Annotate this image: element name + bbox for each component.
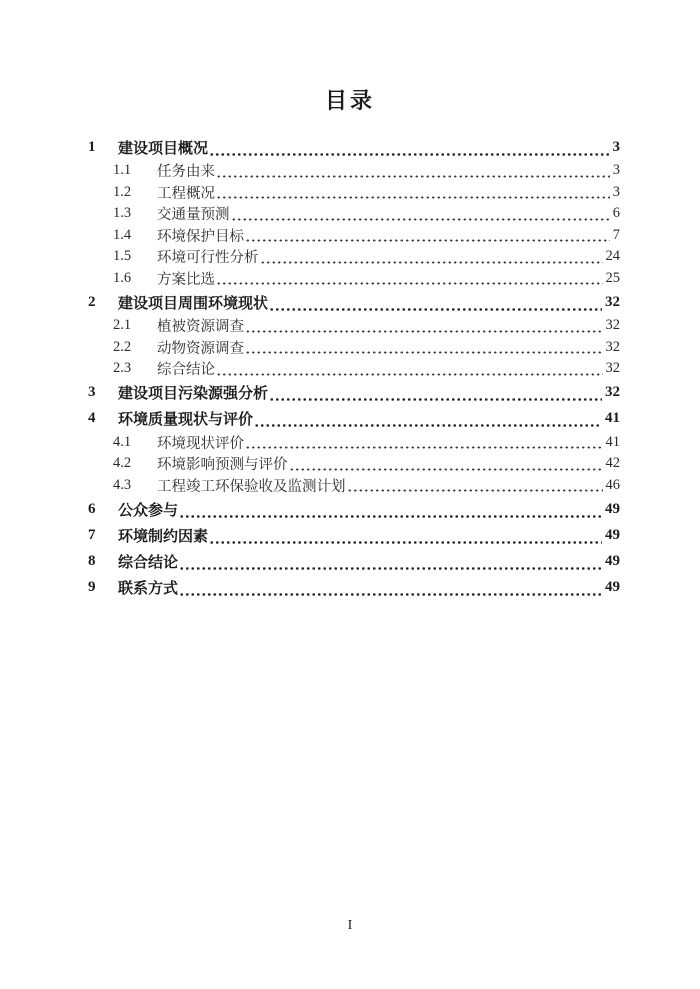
toc-dot-leader: [245, 432, 603, 454]
toc-dot-leader: [289, 453, 603, 475]
toc-entry-page: 41: [605, 410, 620, 426]
toc-entry[interactable]: [88, 522, 620, 548]
toc-entry-page: 42: [605, 455, 620, 472]
toc-entry-title: 联系方式: [118, 580, 179, 597]
toc-list: [88, 134, 620, 600]
toc-dot-leader: [260, 246, 603, 268]
toc-dot-leader: [179, 548, 602, 574]
toc-entry-title: 环境影响预测与评价: [157, 457, 288, 474]
toc-entry-page: 25: [605, 269, 620, 286]
toc-dot-leader: [245, 315, 603, 337]
toc-entry-number: 1.4: [113, 226, 132, 243]
toc-entry-page: 32: [605, 384, 620, 400]
toc-entry-title: 综合结论: [118, 554, 179, 571]
toc-entry-title: 交通量预测: [157, 207, 230, 224]
toc-entry-number: 4.3: [113, 476, 132, 493]
toc-entry-number: 3: [88, 384, 96, 400]
toc-entry-title: 环境保护目标: [157, 228, 244, 245]
toc-entry[interactable]: [88, 134, 620, 160]
toc-entry-page: 46: [605, 476, 620, 493]
toc-dot-leader: [216, 358, 603, 380]
toc-entry-title: 任务由来: [157, 164, 215, 181]
toc-dot-leader: [231, 203, 610, 225]
toc-dot-leader: [245, 337, 603, 359]
toc-entry-title: 环境可行性分析: [157, 250, 259, 267]
toc-entry-number: 2: [88, 293, 96, 310]
toc-entry-page: 49: [605, 526, 620, 543]
toc-entry-page: 3: [612, 162, 620, 179]
toc-dot-leader: [347, 475, 603, 497]
toc-entry[interactable]: [88, 574, 620, 600]
toc-entry-number: 1.5: [113, 248, 132, 265]
toc-entry-title: 环境制约因素: [118, 528, 209, 545]
toc-entry-title: 建设项目概况: [118, 140, 209, 157]
toc-entry[interactable]: [88, 548, 620, 574]
page-number-footer: I: [347, 918, 353, 933]
toc-entry-number: 9: [88, 578, 96, 595]
toc-entry-title: 建设项目污染源强分析: [118, 386, 269, 402]
toc-entry-number: 4.2: [113, 455, 132, 472]
toc-entry[interactable]: [88, 358, 620, 380]
toc-entry-number: 7: [88, 526, 96, 543]
toc-entry-number: 2.3: [113, 360, 132, 377]
toc-dot-leader: [254, 406, 602, 432]
toc-entry-page: 32: [605, 360, 620, 377]
toc-entry-number: 6: [88, 500, 96, 517]
toc-entry-title: 建设项目周围环境现状: [118, 295, 269, 312]
toc-entry-page: 7: [612, 226, 620, 243]
toc-entry-page: 32: [605, 317, 620, 334]
toc-entry-number: 1.3: [113, 205, 132, 222]
toc-entry-page: 3: [612, 183, 620, 200]
toc-dot-leader: [209, 522, 602, 548]
toc-entry-number: 2.2: [113, 338, 132, 355]
toc-entry[interactable]: [88, 496, 620, 522]
toc-entry[interactable]: [88, 406, 620, 432]
toc-entry-number: 2.1: [113, 317, 132, 334]
toc-entry-title: 工程概况: [157, 185, 215, 202]
toc-entry-title: 动物资源调查: [157, 340, 244, 357]
toc-dot-leader: [179, 496, 602, 522]
toc-entry-title: 工程竣工环保验收及监测计划: [157, 478, 346, 495]
toc-entry-number: 8: [88, 552, 96, 569]
toc-entry-number: 1.2: [113, 183, 132, 200]
toc-entry-title: 环境质量现状与评价: [118, 412, 254, 428]
toc-entry-number: 4.1: [113, 433, 132, 450]
toc-entry[interactable]: [88, 453, 620, 475]
toc-entry-page: 3: [612, 138, 620, 155]
toc-entry[interactable]: [88, 246, 620, 268]
toc-entry-title: 综合结论: [157, 362, 215, 379]
toc-entry-page: 32: [605, 293, 620, 310]
toc-entry-number: 1: [88, 138, 96, 155]
toc-entry-title: 公众参与: [118, 502, 179, 519]
toc-entry-title: 植被资源调查: [157, 319, 244, 336]
toc-entry[interactable]: [88, 289, 620, 315]
toc-entry[interactable]: [88, 380, 620, 406]
toc-entry-page: 49: [605, 578, 620, 595]
toc-dot-leader: [179, 574, 602, 600]
toc-entry-page: 24: [605, 248, 620, 265]
toc-entry[interactable]: [88, 160, 620, 182]
toc-entry[interactable]: [88, 203, 620, 225]
toc-entry-page: 49: [605, 552, 620, 569]
toc-dot-leader: [245, 225, 610, 247]
toc-entry[interactable]: [88, 432, 620, 454]
toc-dot-leader: [216, 160, 610, 182]
toc-dot-leader: [216, 268, 603, 290]
toc-entry[interactable]: [88, 225, 620, 247]
toc-dot-leader: [269, 289, 602, 315]
toc-dot-leader: [269, 380, 602, 406]
toc-entry-title: 环境现状评价: [157, 435, 244, 452]
toc-entry[interactable]: [88, 268, 620, 290]
toc-entry-page: 32: [605, 338, 620, 355]
toc-dot-leader: [216, 182, 610, 204]
toc-entry-title: 方案比选: [157, 271, 215, 288]
toc-entry[interactable]: [88, 475, 620, 497]
toc-entry-page: 41: [605, 433, 620, 450]
toc-heading: 目录: [324, 88, 375, 113]
toc-entry-number: 1.1: [113, 162, 132, 179]
toc-entry[interactable]: [88, 337, 620, 359]
toc-entry-number: 1.6: [113, 269, 132, 286]
toc-entry-page: 6: [612, 205, 620, 222]
toc-entry[interactable]: [88, 182, 620, 204]
toc-entry-page: 49: [605, 500, 620, 517]
toc-entry-number: 4: [88, 410, 96, 426]
toc-dot-leader: [209, 134, 609, 160]
toc-entry[interactable]: [88, 315, 620, 337]
